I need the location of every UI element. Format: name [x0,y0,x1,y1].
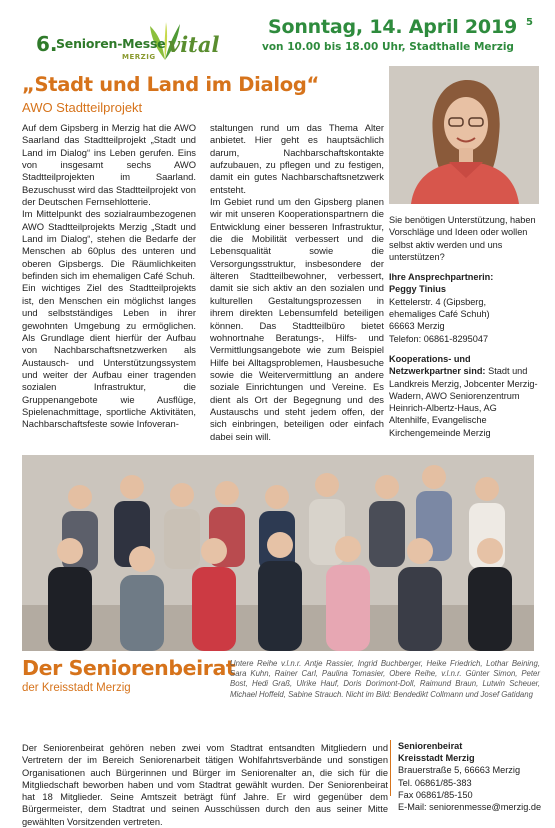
contact-address: Brauerstraße 5, 66663 Merzig [398,765,521,776]
logo-vital: vital [168,32,220,57]
logo-city: MERZIG [122,53,156,61]
seniorenbeirat-subtitle: der Kreisstadt Merzig [22,682,131,694]
sidebar-question: Sie benötigen Unterstützung, haben Vorschläge und Ideen oder wollen selbst aktiv werden und uns unterstützen? [389,215,536,262]
article-paragraph: Auf dem Gipsberg in Merzig hat die AWO Saarland das Stadtteilprojekt „Stadt und Land im Dialog“ ins Leben gerufen. Eins von insgesamt sechs AWO Stadtteilprojekten im Saarland. Bezuschusst wird das Stadtteilprojekt von der Deutschen Fernsehlotterie. [22,122,196,208]
article-headline: „Stadt und Land im Dialog“ [22,73,320,96]
article-subheadline: AWO Stadtteilprojekt [22,100,143,115]
seniorenbeirat-title: Der Seniorenbeirat [22,656,236,680]
page-number: 5 [526,17,533,28]
article-paragraph: Im Gebiet rund um den Gipsberg planen wir mit unseren Kooperationspartnern die Entwicklung einer besseren Infrastruktur, die die Mobilität verbessert und die Lebensqualität sowie die Versorgungsstruktur, insbesondere der älteren Stadtteilbewohner, verbessert, damit sie sich aktiv an den sozialen und kulturellen Gestaltungsprozessen in ihrem direkten Lebensumfeld beteiligen können. Das Stadtteilbüro bietet wohnortnahe Beratungs-, Hilfs- und Vermittlungsangebote wie zum Beispiel Hilfe bei Alltagsproblemen, Hausbesuche sowie die Weitervermittlung an andere soziale Einrichtungen und Vereine. Es dient als Ort der Begegnung und des Austauschs und steht jedem offen, der sich einbringen, beteiligen oder einfach dabei sein will. [210,196,384,442]
article-paragraph: Ein wichtiges Ziel des Stadtteilprojekts ist, den Menschen ein möglichst langes und selbstständiges Leben in ihrer gewohnten Umgebung zu ermöglichen. Als Grundlage dient hierfür der Aufbau von Nachbarschaftsnetzwerken als Austausch- und Unterstützungssystem und weiter der Aufbau einer tragenden sozialen Infrastruktur, die Gruppenangebote wie Ausflüge, Spielenachmittage, sportliche Aktivitäten, Nachbarschaftsfeste sowie Infoveran- [22,282,196,430]
group-photo [22,455,534,651]
contact-phone: Telefon: 06861-8295047 [389,333,489,344]
article-column-1 [22,122,196,431]
contact-heading: Ihre Ansprechpartnerin: [389,272,494,283]
partners-heading: Kooperations- und Netzwerkpartner sind: [389,353,486,377]
contact-org: Seniorenbeirat [398,741,463,751]
article-paragraph: staltungen rund um das Thema Alter anbietet. Hier geht es hauptsächlich darum, Nachbarschaftskontakte aufzubauen, zu pflegen und zu festigen, damit ein gutes Nachbarschaftsnetzwerk entsteht. [210,122,384,195]
article-column-2 [210,122,384,443]
logo-word: Senioren-Messe [56,36,166,51]
event-logo [36,22,236,72]
contact-fax: Fax 06861/85-150 [398,789,473,800]
contact-email: E-Mail: seniorenmesse@merzig.de [398,802,542,813]
contact-address-line: ehemaliges Café Schuh) [389,309,490,320]
partners-text: Stadt und Landkreis Merzig, Jobcenter Merzig-Wadern, AWO Seniorenzentrum Heinrich-Albertz-Haus, AG Altenhilfe, Evangelische Kirchengemeinde Merzig [389,366,538,438]
seniorenbeirat-body: Der Seniorenbeirat gehören neben zwei vom Stadtrat entsandten Mitgliedern und Vertretern der im Bereich Seniorenarbeit tätigen Wohlfahrtsverbände und sonstigen Organisationen auch Bürgerinnen und Bürger im Seniorenalter an, die sich für die Mitgliedschaft beworben haben und vom Stadtrat gewählt wurden. Der Seniorenbeirat hat 18 Mitglieder. Seine Amtszeit beträgt fünf Jahre. Er wird gegenüber dem Bürgermeister, dem Stadtrat und seinen Ausschüssen durch den aus seiner Mitte gewählten Vorsitzenden vertreten. [22,743,388,827]
contact-name: Peggy Tinius [389,284,447,295]
contact-sidebar [389,214,539,439]
logo-number: 6. [36,32,58,56]
contact-address-line: Kettelerstr. 4 (Gipsberg, [389,296,487,307]
contact-address-line: 66663 Merzig [389,321,445,332]
portrait-photo [389,66,539,204]
contact-tel: Tel. 06861/85-383 [398,777,472,788]
seniorenbeirat-contact [398,740,548,813]
contact-org-city: Kreisstadt Merzig [398,753,475,764]
event-date: Sonntag, 14. April 2019 [268,16,517,38]
divider [390,740,391,796]
event-time-place: von 10.00 bis 18.00 Uhr, Stadthalle Merzig [262,41,514,53]
photo-caption: Untere Reihe v.l.n.r. Antje Rassier, Ingrid Buchberger, Heike Friedrich, Lothar Beining, Sara Kuhn, Rainer Carl, Paulina Tomasier, Obere Reihe, v.l.n.r. Günter Simon, Peter Bost, Hedi Graß, Ulrike Hauf, Doris Dorimont-Doll, Raimund Braun, Lutwin Scheuer, Michael Hoffeld, Sabine Strauch. Nicht im Bild: Bendedikt Collmann und Josef Gatidang [230,659,540,699]
article-paragraph: Im Mittelpunkt des sozialraumbezogenen AWO Stadtteilprojekts Merzig „Stadt und Land im Dialog“, stehen die Bedarfe der Menschen ab 60plus des unteren und oberen Gipsbergs. Die Räumlichkeiten befinden sich im ehemaligen Café Schuh. [22,208,196,282]
